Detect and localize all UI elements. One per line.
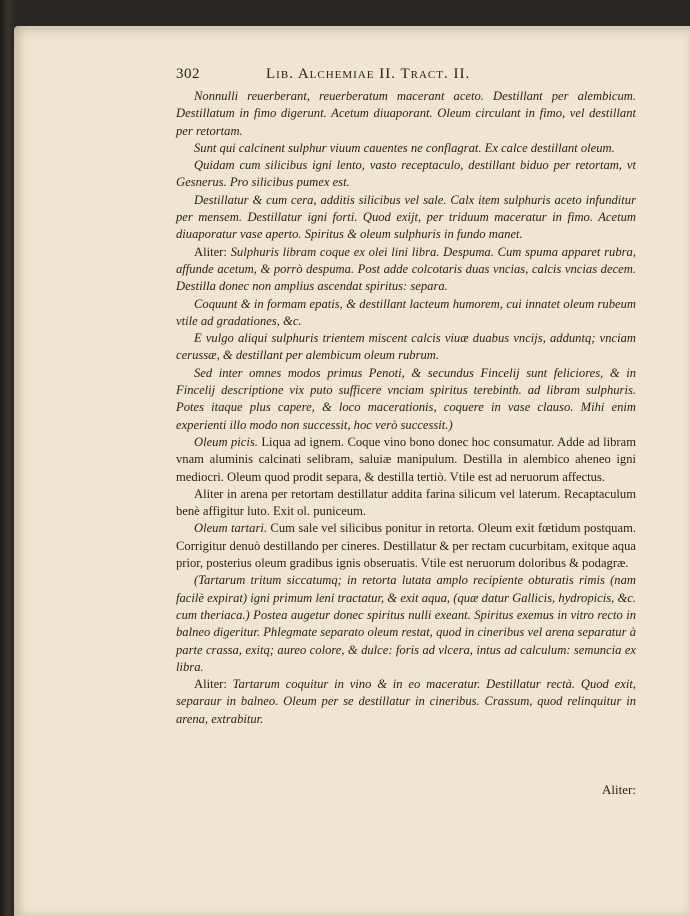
paragraph bbox=[176, 244, 636, 296]
page-header bbox=[176, 66, 628, 84]
running-title: Lib. Alchemiae II. Tract. II. bbox=[266, 66, 471, 82]
paragraph-text: Cum sale vel silicibus ponitur in retorta. Oleum exit fœtidum postquam. Corrigitur denuò destillando per cineres. Destillatur & per rectam cucurbitam, exitque aqua prior, posterius oleum gradibus ignis obseruatis. Vtile est neruorum doloribus & podagræ. bbox=[176, 521, 637, 571]
paragraph bbox=[176, 330, 636, 365]
paragraph-text: Destillatur & cum cera, additis silicibus vel sale. Calx item sulphuris aceto infunditur per mensem. Destillatur igni forti. Quod exijt, per triduum maceratur in fimo. Acetum diuaporatur vase aperto. Spiritus & oleum sulphuris in fundo manet. bbox=[176, 192, 636, 242]
paragraph-lead: Oleum tartari. bbox=[194, 521, 268, 536]
paragraph-text: Quidam cum silicibus igni lento, vasto receptaculo, destillant biduo per retortam, vt Gesnerus. Pro silicibus pumex est. bbox=[176, 158, 636, 190]
paragraph-text: Coquunt & in formam epatis, & destillant lacteum humorem, cui innatet oleum rubeum vtile ad gradationes, &c. bbox=[176, 296, 636, 328]
page-body bbox=[176, 88, 636, 728]
paragraph bbox=[176, 140, 636, 157]
paragraph-lead: Aliter: bbox=[194, 677, 227, 692]
paragraph bbox=[176, 520, 636, 572]
paragraph bbox=[176, 676, 636, 728]
paragraph-text: Nonnulli reuerberant, reuerberatum macerant aceto. Destillant per alembicum. Destillatum in fimo digerunt. Acetum diuaporant. Oleum circulant in fimo, vel destillant per retortam. bbox=[176, 89, 636, 138]
paragraph-text: Aliter in arena per retortam destillatur addita farina silicum vel laterum. Recaptaculum benè affigitur luto. Exit ol. puniceum. bbox=[176, 486, 636, 519]
paragraph-text: Tartarum coquitur in vino & in eo maceratur. Destillatur rectà. Quod exit, separaur in balneo. Oleum per se destillatur in cineribus. Crassum, quod relinquitur in arena, extrabitur. bbox=[176, 677, 636, 726]
paragraph-text: E vulgo aliqui sulphuris trientem miscent calcis viuæ duabus vncijs, adduntq; vnciam cerussæ, & destillant per alembicum oleum rubrum. bbox=[176, 331, 636, 363]
paragraph-text: Sunt qui calcinent sulphur viuum cauentes ne conflagrat. Ex calce destillant oleum. bbox=[194, 140, 615, 155]
paragraph-lead: Oleum picis. bbox=[194, 434, 258, 449]
paragraph bbox=[176, 157, 636, 192]
paragraph bbox=[176, 486, 636, 521]
catchword: Aliter: bbox=[602, 782, 636, 797]
paragraph bbox=[176, 88, 636, 140]
page-number: 302 bbox=[176, 66, 200, 82]
paragraph bbox=[176, 192, 636, 244]
paragraph-text: (Tartarum tritum siccatumq; in retorta lutata amplo recipiente obturatis rimis (nam facilè expirat) igni primum leni tractatur, & exit aqua, (quæ datur Gallicis, hydropicis, &c. cum theriaca.) Postea augetur donec spiritus nulli exeant. Spiritus exemus in vitro recto in balneo digeritur. Phlegmate separato oleum restat, quod in cineribus vel arena separatur à parte crassa, exitq; aureo colore, & dulce: foris ad vlcera, intus ad calculum: semuncia ex libra. bbox=[176, 573, 636, 674]
paragraph-text: Sed inter omnes modos primus Penoti, & secundus Fincelij sunt feliciores, & in Fincelij descriptione vix puto sufficere vnciam spiritus terebinth. ad libram sulphuris. Potes itaque plus capere, & loco macerationis, coquere in vase clauso. Mihi enim experienti illo modo non successit, hoc verò successit.) bbox=[176, 365, 636, 432]
paragraph bbox=[176, 434, 636, 486]
paragraph bbox=[176, 296, 636, 331]
paragraph-text: Sulphuris libram coque ex olei lini libra. Despuma. Cum spuma apparet rubra, affunde acetum, & porrò despuma. Post adde colcotaris duas vncias, calcis vncias decem. Destilla donec non amplius ascendat spiritus: separa. bbox=[176, 244, 636, 294]
paragraph bbox=[176, 572, 636, 676]
paragraph bbox=[176, 365, 636, 434]
paragraph-lead: Aliter: bbox=[194, 244, 227, 259]
paragraph-text: Liqua ad ignem. Coque vino bono donec hoc consumatur. Adde ad libram vnam aluminis calcinati selibram, saluiæ manipulum. Destilla in alembico aheneo igni mediocri. Oleum quod prodit separa, & destilla tertiò. Vtile est ad neruorum affectus. bbox=[176, 434, 636, 484]
